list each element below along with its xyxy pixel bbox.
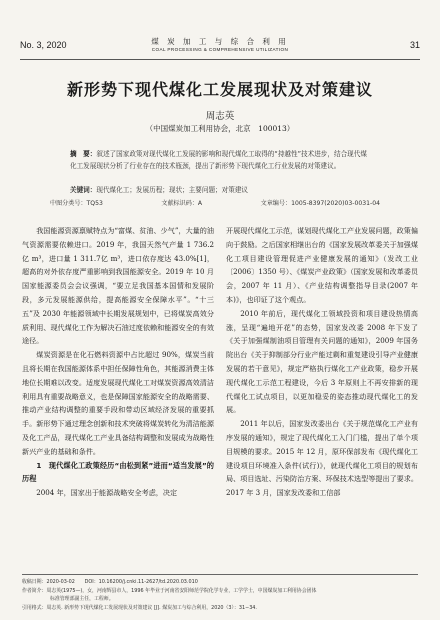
journal-header (0, 0, 440, 60)
paragraph: 2004 年，国家出于能源战略安全考虑，决定 (36, 488, 178, 498)
issue-number: No. 3, 2020 (20, 40, 67, 50)
header-rule (20, 59, 420, 60)
author-bio: 作者简介：周志英(1975—)，女，河南辉县市人，1996 年毕业于河南省安阳师范学院化学专业，工学学士，中国煤炭加工利用协会团体 (22, 587, 317, 594)
author-affiliation: （中国煤炭加工利用协会，北京 100013） (145, 124, 295, 133)
keywords-text: 现代煤化工；发展历程；现状；主要问题；对策建议 (96, 186, 249, 194)
paragraph: 我国能源资源禀赋特点为“富煤、贫油、少气”，大量的油气资源需要依赖进口。2019 年，我国天然气产量 1 736.2 亿 m³，进口量 1 311.7亿 m³，进口依存度达 43.0%[1]，超高的对外依存度严重影响到我国能源安全。2019 年 10 月国家能源委员会会议强调，“要立足我国基本国情和发展阶段，多元发展能源供给，提高能源安全保障水平”。“十三五”及 2030 年能源领域中长期发展规划中，已将煤炭高效分质利用、现代煤化工作为解决石油过度依赖和能源安全的有效途径。 (22, 226, 214, 346)
author-bio-cont: 标准管理部副主任，工程师。 (50, 596, 114, 603)
page-number: 31 (409, 40, 420, 50)
doc-code: 文献标识码：A (161, 200, 203, 207)
abstract-text: 叙述了国家政策对现代煤化工发展的影响和现代煤化工取得的“持越性”技术进步，结合现代煤化工发展现状分析了行业存在的技术瓶颈，提出了新形势下现代煤化工行业发展的对策建议。 (70, 150, 367, 170)
paragraph: 2011 年以后，国家发改委出台《关于规范煤化工产业有序发展的通知》，规定了现代煤化工入门门槛，提出了单个项目规模的要求。2015 年 12 月，原环保部发布《现代煤化工建设项目环境准入条件(试行)》，就现代煤化工项目的规划布局、项目选址、污染防治方案、环保技术选型等提出了要求。2017 年 3 月，国家发改委和工信部 (226, 419, 418, 498)
paragraph: 2010 年前后，现代煤化工领域投资和项目建设热情高涨，呈现“遍地开花”的态势，国家发改委 2008 年下发了《关于加强煤制油项目管理有关问题的通知》，2009 年国务院出台《关于抑制部分行业产能过剩和重复建设引导产业健康发展的若干意见》，规定严格执行煤化工产业政策，稳步开展现代煤化工示范工程建设，今后 3 年原则上不再安排新的现代煤化工试点项目，以更加稳妥的姿态推动现代煤化工的发展。 (226, 308, 418, 415)
journal-name-en: COAL PROCESSING & COMPREHENSIVE UTILIZATION (151, 47, 289, 52)
received-date: 收稿日期：2020-03-02 DOI：10.16200/j.cnki.11-2627/td.2020.03.010 (22, 579, 198, 585)
body-column-right (226, 224, 418, 500)
keywords (70, 185, 370, 196)
author-name: 周志英 (205, 112, 235, 122)
paragraph: 开展现代煤化工示范，谋划现代煤化工产业发展问题，政策偏向于鼓励。之后国家相继出台的《国家发展改革委关于加强煤化工项目建设管理促进产业健康发展的通知》（发改工业〔2006〕1350 号）、《煤炭产业政策》（国家发展和改革委员会，2007 年 11 月）、《产业结构调整指导目录(2007 年本)》，也印证了这个观点。 (226, 226, 418, 304)
classification-ids (50, 198, 380, 207)
keywords-label: 关键词： (70, 186, 97, 194)
clc-number: 中图分类号：TQ53 (50, 200, 103, 207)
citation-format: 引用格式：周志英. 新形势下现代煤化工发展现状及对策建议 [J]. 煤炭加工与综合利用，2020（3）：31−34. (22, 604, 257, 611)
abstract-label: 摘 要： (70, 150, 97, 158)
abstract (70, 148, 370, 172)
footnotes (22, 574, 418, 612)
article-title: 新形势下现代煤化工发展现状及对策建议 (66, 80, 373, 99)
journal-name-cn: 煤 炭 加 工 与 综 合 利 用 (151, 37, 289, 46)
section-heading: 1 现代煤化工政策经历“由松到紧”进而“适当发展”的历程 (22, 460, 214, 484)
article-number: 文章编号：1005-8397(2020)03-0031-04 (260, 200, 380, 207)
body-column-left (22, 224, 214, 500)
paragraph: 煤炭资源是在化石燃料资源中占比超过 90%，煤炭当前且将长期在我国能源体系中担任保障性角色，其能源消费主体地位长期难以改变。适度发展现代煤化工对煤炭资源高效清洁利用具有重要战略意义，也是保障国家能源安全的战略需要、推动产业结构调整的重要手段和带动区域经济发展的重要抓手。新形势下通过理念创新和技术突破将煤炭转化为清洁能源及化工产品，现代煤化工产业具备结构调整和发展成为战略性新兴产业的基础和条件。 (22, 350, 214, 456)
